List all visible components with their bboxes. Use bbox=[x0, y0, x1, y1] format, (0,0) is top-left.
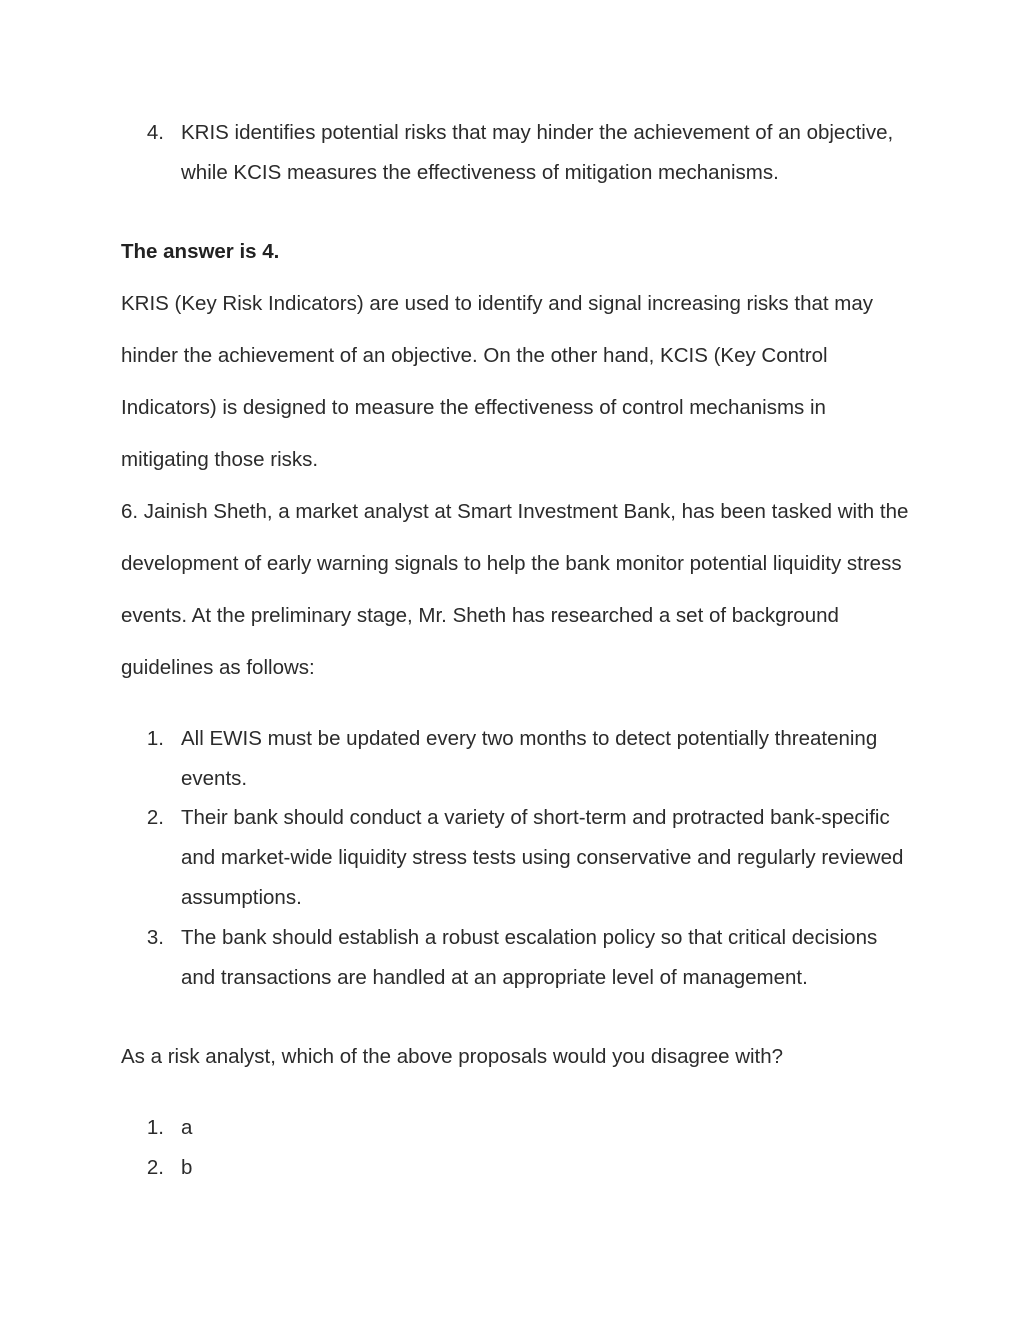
option-text: a bbox=[181, 1116, 193, 1139]
list-text: KRIS identifies potential risks that may hinder the achievement of an objective, while KCIS measures the effectiveness of mitigation mechanisms. bbox=[181, 121, 894, 184]
list-item bbox=[121, 113, 911, 193]
option-number: 2. bbox=[146, 1156, 164, 1179]
list-item bbox=[121, 798, 911, 918]
list-text: Their bank should conduct a variety of short-term and protracted bank-specific and market-wide liquidity stress tests using conservative and regularly reviewed assumptions. bbox=[181, 806, 904, 909]
answer-label: The answer is 4. bbox=[121, 240, 280, 263]
option-number: 1. bbox=[146, 1116, 164, 1139]
list-item bbox=[121, 918, 911, 998]
option-item bbox=[121, 1108, 911, 1148]
list-number: 3. bbox=[146, 926, 164, 949]
list-item bbox=[121, 719, 911, 799]
list-text: All EWIS must be updated every two months to detect potentially threatening events. bbox=[181, 727, 878, 790]
option-text: b bbox=[181, 1156, 193, 1179]
option-item bbox=[121, 1148, 911, 1188]
list-number: 4. bbox=[146, 121, 164, 144]
question-paragraph: 6. Jainish Sheth, a market analyst at Smart Investment Bank, has been tasked with the development of early warning signals to help the bank monitor potential liquidity stress events. At the preliminary stage, Mr. Sheth has researched a set of background guidelines as follows: bbox=[121, 500, 909, 679]
list-text: The bank should establish a robust escalation policy so that critical decisions and transactions are handled at an appropriate level of management. bbox=[181, 926, 878, 989]
list-number: 1. bbox=[146, 727, 164, 750]
prompt-text: As a risk analyst, which of the above proposals would you disagree with? bbox=[121, 1045, 784, 1068]
list-number: 2. bbox=[146, 806, 164, 829]
explanation-paragraph: KRIS (Key Risk Indicators) are used to identify and signal increasing risks that may hinder the achievement of an objective. On the other hand, KCIS (Key Control Indicators) is designed to measure the effectiveness of control mechanisms in mitigating those risks. bbox=[121, 292, 873, 471]
